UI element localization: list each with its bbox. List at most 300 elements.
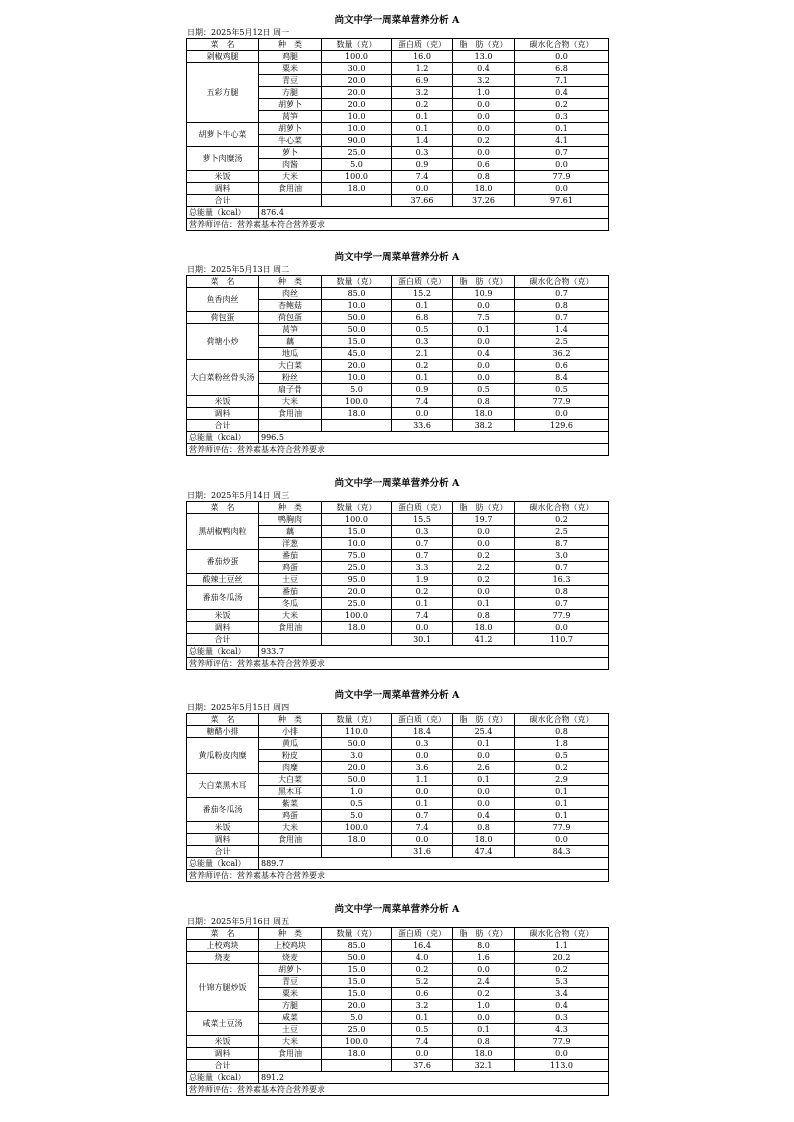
nutrient-value: 0.0 <box>392 408 453 420</box>
nutrient-value: 0.0 <box>453 586 515 598</box>
total-value: 38.2 <box>453 420 515 432</box>
ingredient-name: 咸菜 <box>259 1012 322 1024</box>
day-section <box>186 903 608 1096</box>
energy-label: 总能量（kcal） <box>187 1072 259 1084</box>
nutrient-value: 15.5 <box>392 514 453 526</box>
nutrient-value: 7.5 <box>453 312 515 324</box>
ingredient-name: 鸡蛋 <box>259 810 322 822</box>
nutrient-value: 0.4 <box>453 810 515 822</box>
nutrient-value: 0.0 <box>453 538 515 550</box>
dietitian-evaluation: 营养师评估：营养素基本符合营养要求 <box>187 870 609 882</box>
energy-row <box>187 432 609 444</box>
nutrient-value: 15.0 <box>322 976 392 988</box>
menu-title: 尚文中学一周菜单营养分析 A <box>334 252 460 263</box>
menu-title: 尚文中学一周菜单营养分析 A <box>334 904 460 915</box>
total-label: 合计 <box>187 634 259 646</box>
nutrient-value: 0.0 <box>515 51 609 63</box>
table-row <box>187 574 609 586</box>
column-header: 菜 名 <box>187 39 259 51</box>
ingredient-name: 肉酱 <box>259 159 322 171</box>
nutrient-value: 0.1 <box>392 300 453 312</box>
nutrient-value: 1.9 <box>392 574 453 586</box>
nutrient-value: 18.0 <box>453 1048 515 1060</box>
nutrition-table <box>186 927 609 1096</box>
ingredient-name: 土豆 <box>259 1024 322 1036</box>
nutrient-value: 0.1 <box>392 372 453 384</box>
ingredient-name: 食用油 <box>259 622 322 634</box>
nutrient-value: 2.9 <box>515 774 609 786</box>
evaluation-row <box>187 219 609 231</box>
nutrient-value: 0.7 <box>392 810 453 822</box>
nutrient-value: 15.0 <box>322 964 392 976</box>
table-row <box>187 360 609 372</box>
nutrient-value: 16.4 <box>392 940 453 952</box>
nutrient-value: 0.4 <box>515 87 609 99</box>
column-header: 蛋白质（克） <box>392 276 453 288</box>
energy-value: 891.2 <box>259 1072 609 1084</box>
energy-row <box>187 858 609 870</box>
menu-date: 日期：2025年5月13日 周二 <box>187 265 290 274</box>
nutrient-value: 8.7 <box>515 538 609 550</box>
nutrient-value: 0.3 <box>392 526 453 538</box>
dish-name: 五彩方腿 <box>187 63 259 123</box>
nutrient-value: 0.0 <box>453 147 515 159</box>
nutrient-value: 18.0 <box>322 834 392 846</box>
total-value: 129.6 <box>515 420 609 432</box>
empty-cell <box>322 195 392 207</box>
ingredient-name: 杏鲍菇 <box>259 300 322 312</box>
column-header: 蛋白质（克） <box>392 39 453 51</box>
evaluation-row <box>187 870 609 882</box>
nutrient-value: 0.0 <box>453 336 515 348</box>
nutrient-value: 1.4 <box>515 324 609 336</box>
dish-name: 米饭 <box>187 396 259 408</box>
empty-cell <box>322 846 392 858</box>
nutrient-value: 0.5 <box>392 1024 453 1036</box>
nutrient-value: 50.0 <box>322 324 392 336</box>
nutrient-value: 0.7 <box>515 147 609 159</box>
nutrition-table <box>186 501 609 670</box>
dish-name: 咸菜土豆汤 <box>187 1012 259 1036</box>
nutrient-value: 20.0 <box>322 1000 392 1012</box>
nutrient-value: 0.8 <box>453 171 515 183</box>
nutrient-value: 0.5 <box>515 750 609 762</box>
nutrition-table <box>186 38 609 231</box>
nutrient-value: 0.0 <box>453 526 515 538</box>
nutrient-value: 3.2 <box>392 87 453 99</box>
nutrient-value: 3.0 <box>515 550 609 562</box>
nutrient-value: 45.0 <box>322 348 392 360</box>
dish-name: 胡萝卜牛心菜 <box>187 123 259 147</box>
nutrient-value: 16.0 <box>392 51 453 63</box>
evaluation-row <box>187 658 609 670</box>
nutrient-value: 3.4 <box>515 988 609 1000</box>
empty-cell <box>259 420 322 432</box>
column-header: 菜 名 <box>187 928 259 940</box>
nutrient-value: 10.0 <box>322 300 392 312</box>
ingredient-name: 萝卜 <box>259 147 322 159</box>
nutrient-value: 0.8 <box>453 1036 515 1048</box>
total-value: 30.1 <box>392 634 453 646</box>
nutrient-value: 0.2 <box>515 514 609 526</box>
nutrient-value: 0.2 <box>515 964 609 976</box>
column-header: 蛋白质（克） <box>392 502 453 514</box>
nutrient-value: 0.4 <box>453 348 515 360</box>
nutrient-value: 0.1 <box>453 738 515 750</box>
ingredient-name: 荷包蛋 <box>259 312 322 324</box>
nutrient-value: 0.2 <box>392 360 453 372</box>
dish-name: 黑胡椒鸭肉粒 <box>187 514 259 550</box>
dish-name: 米饭 <box>187 171 259 183</box>
ingredient-name: 粟米 <box>259 63 322 75</box>
nutrient-value: 0.1 <box>515 786 609 798</box>
nutrient-value: 8.0 <box>453 940 515 952</box>
nutrient-value: 0.8 <box>515 586 609 598</box>
nutrient-value: 3.0 <box>322 750 392 762</box>
dish-name: 荷包蛋 <box>187 312 259 324</box>
energy-label: 总能量（kcal） <box>187 646 259 658</box>
nutrient-value: 18.0 <box>453 622 515 634</box>
energy-label: 总能量（kcal） <box>187 432 259 444</box>
nutrient-value: 18.0 <box>453 834 515 846</box>
total-label: 合计 <box>187 846 259 858</box>
column-header: 数量（克） <box>322 39 392 51</box>
ingredient-name: 粟米 <box>259 988 322 1000</box>
nutrient-value: 90.0 <box>322 135 392 147</box>
dish-name: 番茄冬瓜汤 <box>187 586 259 610</box>
evaluation-row <box>187 1084 609 1096</box>
table-row <box>187 774 609 786</box>
ingredient-name: 上校鸡块 <box>259 940 322 952</box>
ingredient-name: 青豆 <box>259 75 322 87</box>
nutrient-value: 0.0 <box>453 111 515 123</box>
ingredient-name: 胡萝卜 <box>259 123 322 135</box>
nutrient-value: 0.1 <box>453 598 515 610</box>
nutrient-value: 10.0 <box>322 372 392 384</box>
ingredient-name: 方腿 <box>259 1000 322 1012</box>
table-header-row <box>187 39 609 51</box>
nutrient-value: 36.2 <box>515 348 609 360</box>
nutrient-value: 0.2 <box>453 135 515 147</box>
nutrient-value: 18.0 <box>322 183 392 195</box>
nutrient-value: 6.9 <box>392 75 453 87</box>
nutrient-value: 100.0 <box>322 610 392 622</box>
nutrient-value: 0.4 <box>515 1000 609 1012</box>
ingredient-name: 鸡蛋 <box>259 562 322 574</box>
table-row <box>187 1036 609 1048</box>
nutrient-value: 20.2 <box>515 952 609 964</box>
total-value: 110.7 <box>515 634 609 646</box>
dish-name: 上校鸡块 <box>187 940 259 952</box>
energy-value: 889.7 <box>259 858 609 870</box>
nutrient-value: 0.0 <box>392 786 453 798</box>
nutrient-value: 0.5 <box>322 798 392 810</box>
ingredient-name: 地瓜 <box>259 348 322 360</box>
dietitian-evaluation: 营养师评估：营养素基本符合营养要求 <box>187 1084 609 1096</box>
nutrient-value: 1.1 <box>515 940 609 952</box>
total-row <box>187 195 609 207</box>
ingredient-name: 莴笋 <box>259 324 322 336</box>
nutrient-value: 16.3 <box>515 574 609 586</box>
nutrient-value: 4.1 <box>515 135 609 147</box>
ingredient-name: 大米 <box>259 396 322 408</box>
ingredient-name: 扇子骨 <box>259 384 322 396</box>
nutrient-value: 0.7 <box>515 562 609 574</box>
nutrient-value: 3.3 <box>392 562 453 574</box>
column-header: 菜 名 <box>187 276 259 288</box>
table-row <box>187 183 609 195</box>
nutrient-value: 0.0 <box>392 1048 453 1060</box>
day-section <box>186 251 608 456</box>
nutrient-value: 18.0 <box>322 1048 392 1060</box>
nutrient-value: 0.8 <box>453 610 515 622</box>
nutrient-value: 10.9 <box>453 288 515 300</box>
energy-label: 总能量（kcal） <box>187 858 259 870</box>
menu-date: 日期：2025年5月14日 周三 <box>187 491 290 500</box>
table-row <box>187 123 609 135</box>
table-row <box>187 550 609 562</box>
nutrient-value: 19.7 <box>453 514 515 526</box>
dish-name: 米饭 <box>187 1036 259 1048</box>
ingredient-name: 食用油 <box>259 834 322 846</box>
nutrient-value: 0.3 <box>392 147 453 159</box>
nutrient-value: 0.0 <box>515 1048 609 1060</box>
ingredient-name: 土豆 <box>259 574 322 586</box>
nutrient-value: 0.6 <box>453 159 515 171</box>
nutrient-value: 0.3 <box>515 1012 609 1024</box>
nutrient-value: 0.7 <box>515 288 609 300</box>
nutrient-value: 7.4 <box>392 822 453 834</box>
nutrient-value: 7.4 <box>392 171 453 183</box>
dish-name: 大白菜粉丝骨头汤 <box>187 360 259 396</box>
nutrient-value: 0.0 <box>453 99 515 111</box>
nutrient-value: 5.2 <box>392 976 453 988</box>
column-header: 蛋白质（克） <box>392 928 453 940</box>
nutrient-value: 0.0 <box>392 183 453 195</box>
table-row <box>187 288 609 300</box>
total-value: 37.66 <box>392 195 453 207</box>
dish-name: 调料 <box>187 834 259 846</box>
nutrient-value: 77.9 <box>515 1036 609 1048</box>
nutrient-value: 1.0 <box>453 87 515 99</box>
nutrient-value: 20.0 <box>322 586 392 598</box>
nutrient-value: 7.4 <box>392 1036 453 1048</box>
ingredient-name: 胡萝卜 <box>259 99 322 111</box>
nutrient-value: 7.1 <box>515 75 609 87</box>
nutrient-value: 10.0 <box>322 111 392 123</box>
total-value: 33.6 <box>392 420 453 432</box>
nutrient-value: 50.0 <box>322 774 392 786</box>
nutrient-value: 77.9 <box>515 610 609 622</box>
table-row <box>187 324 609 336</box>
nutrient-value: 2.5 <box>515 526 609 538</box>
nutrition-table <box>186 713 609 882</box>
nutrient-value: 0.1 <box>515 810 609 822</box>
table-row <box>187 738 609 750</box>
table-row <box>187 514 609 526</box>
nutrient-value: 0.5 <box>392 324 453 336</box>
nutrient-value: 13.0 <box>453 51 515 63</box>
nutrient-value: 0.0 <box>453 300 515 312</box>
ingredient-name: 大米 <box>259 822 322 834</box>
nutrient-value: 0.9 <box>392 159 453 171</box>
nutrient-value: 77.9 <box>515 822 609 834</box>
nutrient-value: 18.0 <box>453 408 515 420</box>
nutrient-value: 25.0 <box>322 598 392 610</box>
nutrient-value: 0.2 <box>392 964 453 976</box>
energy-label: 总能量（kcal） <box>187 207 259 219</box>
energy-value: 996.5 <box>259 432 609 444</box>
empty-cell <box>322 1060 392 1072</box>
dish-name: 烧麦 <box>187 952 259 964</box>
ingredient-name: 大米 <box>259 1036 322 1048</box>
nutrient-value: 1.4 <box>392 135 453 147</box>
nutrient-value: 77.9 <box>515 396 609 408</box>
nutrient-value: 100.0 <box>322 514 392 526</box>
ingredient-name: 番茄 <box>259 550 322 562</box>
total-label: 合计 <box>187 420 259 432</box>
nutrient-value: 7.4 <box>392 396 453 408</box>
ingredient-name: 青豆 <box>259 976 322 988</box>
nutrient-value: 20.0 <box>322 75 392 87</box>
menu-date: 日期：2025年5月15日 周四 <box>187 703 290 712</box>
nutrient-value: 25.0 <box>322 147 392 159</box>
nutrient-value: 2.1 <box>392 348 453 360</box>
ingredient-name: 食用油 <box>259 408 322 420</box>
total-value: 37.26 <box>453 195 515 207</box>
dish-name: 番茄炒蛋 <box>187 550 259 574</box>
dish-name: 糖醋小排 <box>187 726 259 738</box>
column-header: 数量（克） <box>322 502 392 514</box>
nutrient-value: 18.0 <box>322 622 392 634</box>
nutrient-value: 4.3 <box>515 1024 609 1036</box>
table-row <box>187 822 609 834</box>
ingredient-name: 肉丝 <box>259 288 322 300</box>
nutrient-value: 0.1 <box>392 798 453 810</box>
total-label: 合计 <box>187 1060 259 1072</box>
nutrient-value: 10.0 <box>322 538 392 550</box>
column-header: 碳水化合物（克） <box>515 928 609 940</box>
ingredient-name: 藕 <box>259 526 322 538</box>
ingredient-name: 胡萝卜 <box>259 964 322 976</box>
nutrient-value: 0.1 <box>453 324 515 336</box>
ingredient-name: 粉丝 <box>259 372 322 384</box>
total-row <box>187 1060 609 1072</box>
total-value: 97.61 <box>515 195 609 207</box>
nutrient-value: 15.0 <box>322 336 392 348</box>
dish-name: 剁椒鸡腿 <box>187 51 259 63</box>
nutrient-value: 0.2 <box>453 574 515 586</box>
nutrient-value: 0.2 <box>515 762 609 774</box>
nutrient-value: 0.0 <box>515 834 609 846</box>
nutrient-value: 85.0 <box>322 940 392 952</box>
energy-row <box>187 1072 609 1084</box>
total-label: 合计 <box>187 195 259 207</box>
nutrient-value: 20.0 <box>322 360 392 372</box>
nutrient-value: 0.9 <box>392 384 453 396</box>
energy-row <box>187 646 609 658</box>
total-row <box>187 420 609 432</box>
nutrient-value: 50.0 <box>322 738 392 750</box>
menu-date: 日期：2025年5月12日 周一 <box>187 28 290 37</box>
nutrient-value: 0.5 <box>515 384 609 396</box>
empty-cell <box>259 634 322 646</box>
table-row <box>187 940 609 952</box>
nutrient-value: 0.0 <box>453 750 515 762</box>
total-row <box>187 846 609 858</box>
nutrient-value: 50.0 <box>322 952 392 964</box>
nutrient-value: 5.3 <box>515 976 609 988</box>
table-row <box>187 586 609 598</box>
dish-name: 大白菜黑木耳 <box>187 774 259 798</box>
nutrient-value: 0.0 <box>392 622 453 634</box>
nutrient-value: 1.0 <box>453 1000 515 1012</box>
dish-name: 米饭 <box>187 822 259 834</box>
nutrient-value: 0.0 <box>453 786 515 798</box>
column-header: 种 类 <box>259 39 322 51</box>
total-value: 84.3 <box>515 846 609 858</box>
nutrient-value: 0.8 <box>515 726 609 738</box>
column-header: 种 类 <box>259 928 322 940</box>
dish-name: 萝卜肉糜汤 <box>187 147 259 171</box>
nutrient-value: 5.0 <box>322 159 392 171</box>
column-header: 碳水化合物（克） <box>515 502 609 514</box>
nutrient-value: 20.0 <box>322 99 392 111</box>
nutrient-value: 25.4 <box>453 726 515 738</box>
total-value: 113.0 <box>515 1060 609 1072</box>
ingredient-name: 方腿 <box>259 87 322 99</box>
nutrient-value: 18.0 <box>322 408 392 420</box>
nutrient-value: 15.0 <box>322 988 392 1000</box>
nutrient-value: 3.2 <box>453 75 515 87</box>
nutrient-value: 2.2 <box>453 562 515 574</box>
nutrient-value: 5.0 <box>322 1012 392 1024</box>
energy-value: 933.7 <box>259 646 609 658</box>
total-value: 31.6 <box>392 846 453 858</box>
empty-cell <box>322 420 392 432</box>
nutrient-value: 0.5 <box>453 384 515 396</box>
column-header: 种 类 <box>259 276 322 288</box>
nutrient-value: 2.5 <box>515 336 609 348</box>
dish-name: 酸辣土豆丝 <box>187 574 259 586</box>
ingredient-name: 藕 <box>259 336 322 348</box>
day-section <box>186 14 608 231</box>
empty-cell <box>259 1060 322 1072</box>
energy-row <box>187 207 609 219</box>
nutrient-value: 77.9 <box>515 171 609 183</box>
day-section <box>186 689 608 882</box>
nutrient-value: 15.0 <box>322 526 392 538</box>
table-row <box>187 726 609 738</box>
total-value: 32.1 <box>453 1060 515 1072</box>
nutrient-value: 0.0 <box>453 1012 515 1024</box>
column-header: 脂 肪（克） <box>453 714 515 726</box>
nutrient-value: 100.0 <box>322 1036 392 1048</box>
menu-title: 尚文中学一周菜单营养分析 A <box>334 15 460 26</box>
column-header: 碳水化合物（克） <box>515 39 609 51</box>
column-header: 碳水化合物（克） <box>515 276 609 288</box>
nutrient-value: 20.0 <box>322 762 392 774</box>
nutrient-value: 30.0 <box>322 63 392 75</box>
column-header: 种 类 <box>259 502 322 514</box>
nutrient-value: 50.0 <box>322 312 392 324</box>
nutrient-value: 3.6 <box>392 762 453 774</box>
ingredient-name: 食用油 <box>259 183 322 195</box>
nutrient-value: 6.8 <box>515 63 609 75</box>
nutrient-value: 0.0 <box>515 159 609 171</box>
nutrient-value: 0.2 <box>515 99 609 111</box>
column-header: 数量（克） <box>322 714 392 726</box>
